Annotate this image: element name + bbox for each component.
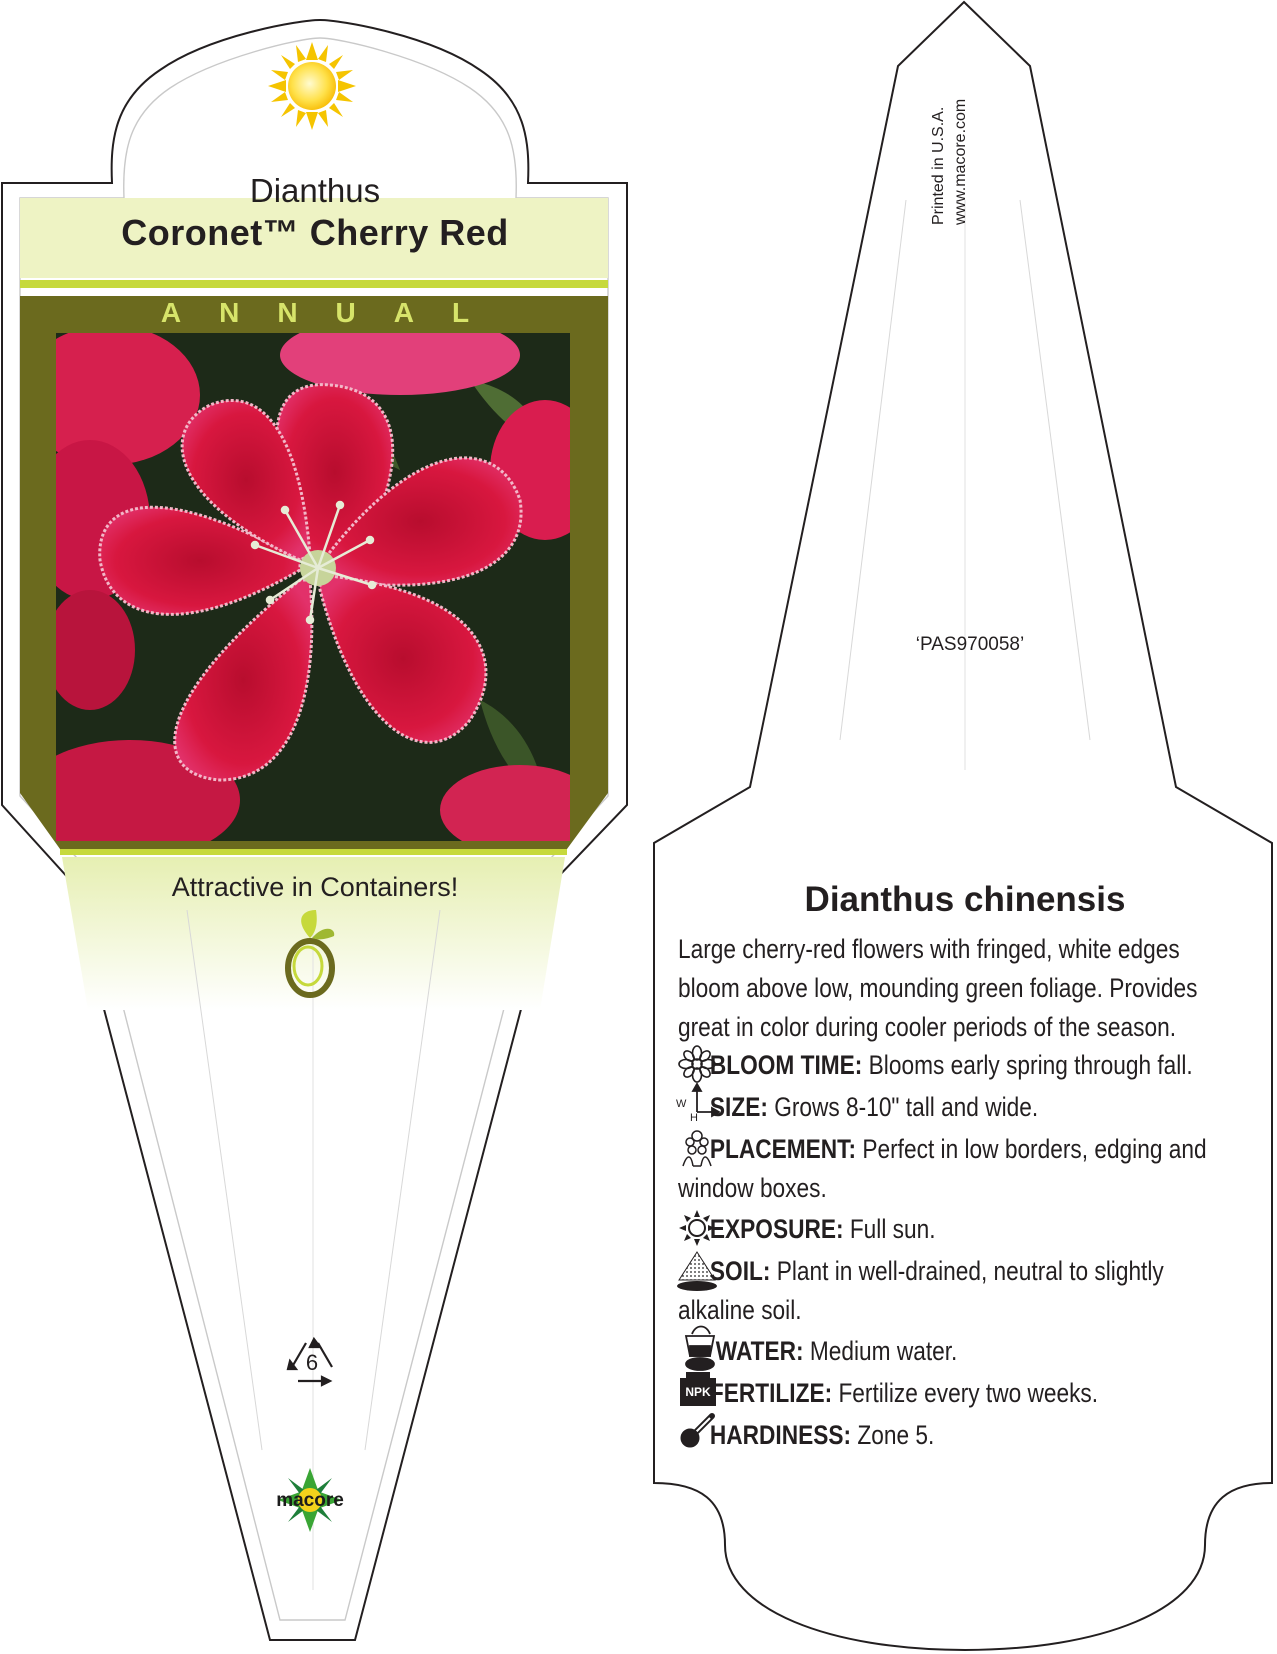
care-exposure	[678, 1210, 1241, 1249]
species-name: Dianthus chinensis	[804, 880, 1126, 919]
care-text: Zone 5.	[857, 1420, 935, 1450]
sun-icon	[268, 42, 356, 130]
care-text: Medium water.	[809, 1336, 958, 1366]
care-text: Grows 8-10" tall and wide.	[774, 1092, 1039, 1122]
care-label: WATER:	[715, 1336, 804, 1366]
patent-number: ‘PAS970058’	[915, 634, 1025, 655]
care-label: BLOOM TIME:	[709, 1050, 863, 1080]
brand-logo-text: macore	[276, 1490, 344, 1511]
care-label: PLACEMENT:	[709, 1134, 857, 1164]
care-hardiness	[678, 1416, 1241, 1455]
care-label: SOIL:	[709, 1256, 771, 1286]
care-label: HARDINESS:	[709, 1420, 852, 1450]
flower-photo	[20, 315, 600, 860]
printed-in: Printed in U.S.A.	[930, 106, 947, 225]
care-placement	[678, 1130, 1241, 1208]
care-text: Plant in well-drained, neutral to slightly alkaline soil.	[678, 1256, 1164, 1325]
care-text: Blooms early spring through fall.	[868, 1050, 1193, 1080]
description: Large cherry-red flowers with fringed, white edges bloom above low, mounding green foliage. Provides great in color during cooler periods of the season.	[678, 934, 1198, 1042]
website-url: www.macore.com	[952, 98, 969, 225]
care-text: Full sun.	[849, 1214, 936, 1244]
plant-variety: Coronet™ Cherry Red	[121, 212, 509, 253]
care-bloom-time	[678, 1046, 1241, 1085]
care-water	[678, 1332, 1241, 1371]
care-label: FERTILIZE:	[709, 1378, 833, 1408]
care-label: SIZE:	[709, 1092, 768, 1122]
plant-category: ANNUAL	[160, 297, 508, 328]
care-size	[678, 1088, 1241, 1127]
plant-genus: Dianthus	[249, 172, 381, 209]
care-text: Fertilize every two weeks.	[838, 1378, 1099, 1408]
tagline: Attractive in Containers!	[171, 872, 459, 902]
size-icon-h: H	[690, 1112, 698, 1124]
recycle-number: 6	[305, 1350, 319, 1375]
care-fertilize	[678, 1374, 1241, 1413]
npk-icon-text: NPK	[685, 1385, 711, 1399]
size-icon-w: W	[676, 1098, 687, 1110]
care-text: Perfect in low borders, edging and window boxes.	[678, 1134, 1207, 1203]
care-label: EXPOSURE:	[709, 1214, 844, 1244]
care-soil	[678, 1252, 1241, 1330]
